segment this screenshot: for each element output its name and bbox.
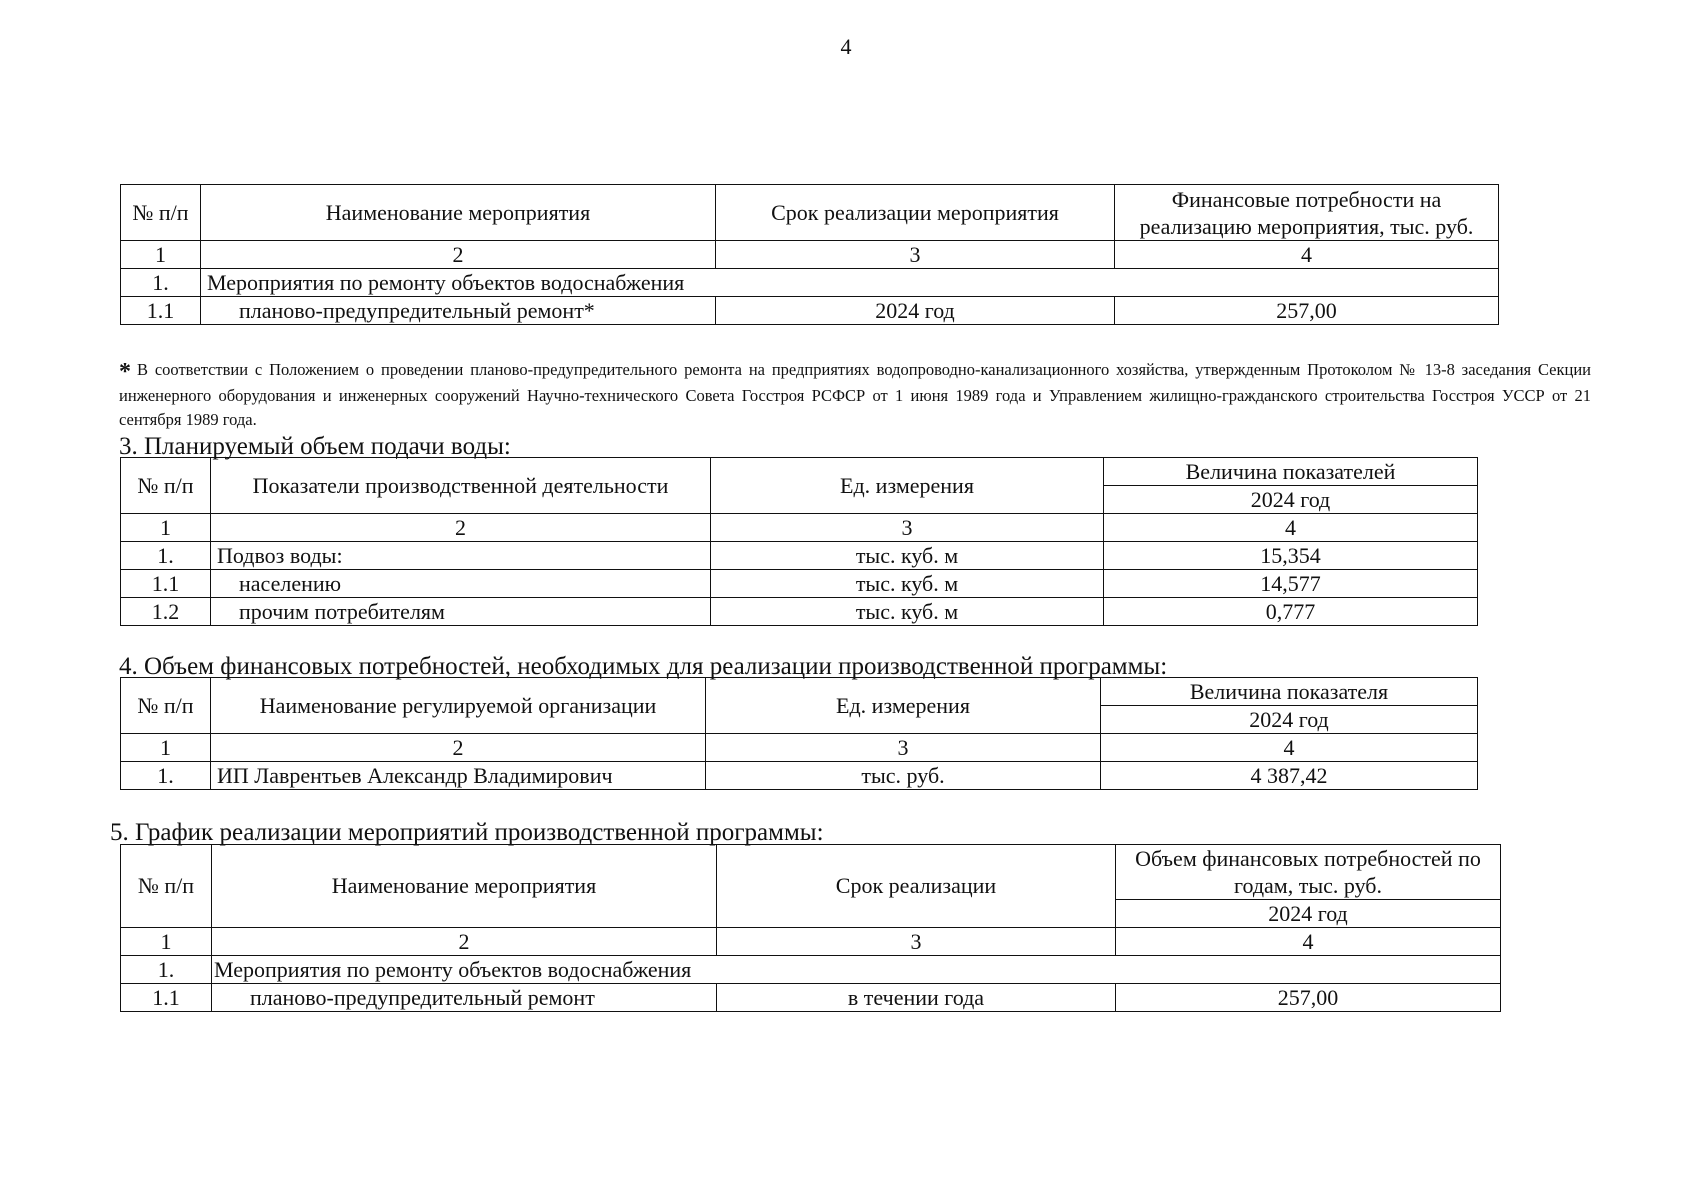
water-supply-table <box>120 457 1478 626</box>
header-unit: Ед. измерения <box>706 678 1101 734</box>
header-financial-needs: Финансовые потребности на реализацию мероприятия, тыс. руб. <box>1115 185 1499 241</box>
column-number: 4 <box>1115 241 1499 269</box>
header-year: 2024 год <box>1101 706 1478 734</box>
column-number: 2 <box>211 734 706 762</box>
column-number: 1 <box>121 734 211 762</box>
column-number: 4 <box>1116 928 1501 956</box>
indicator-name: прочим потребителям <box>211 598 711 626</box>
table-row <box>121 297 1499 325</box>
column-number: 4 <box>1104 514 1478 542</box>
column-number: 2 <box>211 514 711 542</box>
section-4-title: 4. Объем финансовых потребностей, необходимых для реализации производственной программы: <box>119 653 1168 680</box>
column-number: 2 <box>212 928 717 956</box>
organization-unit: тыс. руб. <box>706 762 1101 790</box>
table-row <box>121 598 1478 626</box>
header-num: № п/п <box>121 678 211 734</box>
indicator-value: 0,777 <box>1104 598 1478 626</box>
table-row <box>121 570 1478 598</box>
table-row <box>121 542 1478 570</box>
row-number: 1. <box>121 269 201 297</box>
column-number: 3 <box>717 928 1116 956</box>
footnote <box>119 358 1591 432</box>
activity-amount: 257,00 <box>1116 984 1501 1012</box>
organization-name: ИП Лаврентьев Александр Владимирович <box>211 762 706 790</box>
table-row <box>121 762 1478 790</box>
page-number: 4 <box>840 34 852 59</box>
activity-name: планово-предупредительный ремонт <box>212 984 717 1012</box>
activity-name: планово-предупредительный ремонт* <box>201 297 716 325</box>
section-3-title: 3. Планируемый объем подачи воды: <box>119 433 511 460</box>
indicator-name: Подвоз воды: <box>211 542 711 570</box>
table-row <box>121 984 1501 1012</box>
schedule-table <box>120 844 1501 1012</box>
indicator-unit: тыс. куб. м <box>711 598 1104 626</box>
header-organization: Наименование регулируемой организации <box>211 678 706 734</box>
group-row <box>121 956 1501 984</box>
column-number: 1 <box>121 928 212 956</box>
header-activity-name: Наименование мероприятия <box>212 845 717 928</box>
activity-amount: 257,00 <box>1115 297 1499 325</box>
header-values: Величина показателей <box>1104 458 1478 486</box>
financial-needs-table <box>120 677 1478 790</box>
group-row <box>121 269 1499 297</box>
column-number: 1 <box>121 241 201 269</box>
header-num: № п/п <box>121 185 201 241</box>
indicator-unit: тыс. куб. м <box>711 570 1104 598</box>
header-period: Срок реализации <box>717 845 1116 928</box>
activities-table <box>120 184 1499 325</box>
indicator-value: 15,354 <box>1104 542 1478 570</box>
header-value: Величина показателя <box>1101 678 1478 706</box>
header-year: 2024 год <box>1104 486 1478 514</box>
row-number: 1. <box>121 956 212 984</box>
column-number: 1 <box>121 514 211 542</box>
footnote-text: В соответствии с Положением о проведении планово-предупредительного ремонта на предприятиях водопроводно-канализационного хозяйства, утвержденным Протоколом № 13-8 заседания Секции инженерного оборудования и инженерных сооружений Научно-технического Совета Госстроя РСФСР от 1 июня 1989 года и Управлением жилищно-гражданского строительства Госстроя УССР от 21 сентября 1989 года. <box>119 360 1591 429</box>
group-title: Мероприятия по ремонту объектов водоснабжения <box>212 956 1501 984</box>
row-number: 1. <box>121 542 211 570</box>
header-indicators: Показатели производственной деятельности <box>211 458 711 514</box>
header-num: № п/п <box>121 458 211 514</box>
header-financial-volume: Объем финансовых потребностей по годам, тыс. руб. <box>1116 845 1501 900</box>
organization-value: 4 387,42 <box>1101 762 1478 790</box>
column-number: 2 <box>201 241 716 269</box>
row-number: 1.1 <box>121 297 201 325</box>
row-number: 1.1 <box>121 570 211 598</box>
column-number: 4 <box>1101 734 1478 762</box>
column-number: 3 <box>716 241 1115 269</box>
footnote-marker: * <box>119 359 131 385</box>
indicator-value: 14,577 <box>1104 570 1478 598</box>
indicator-name: населению <box>211 570 711 598</box>
header-activity-name: Наименование мероприятия <box>201 185 716 241</box>
column-number: 3 <box>711 514 1104 542</box>
section-5-title: 5. График реализации мероприятий производственной программы: <box>110 819 824 846</box>
row-number: 1.1 <box>121 984 212 1012</box>
column-number: 3 <box>706 734 1101 762</box>
activity-period: 2024 год <box>716 297 1115 325</box>
header-year: 2024 год <box>1116 900 1501 928</box>
header-period: Срок реализации мероприятия <box>716 185 1115 241</box>
activity-period: в течении года <box>717 984 1116 1012</box>
header-num: № п/п <box>121 845 212 928</box>
group-title: Мероприятия по ремонту объектов водоснабжения <box>201 269 1499 297</box>
row-number: 1.2 <box>121 598 211 626</box>
header-unit: Ед. измерения <box>711 458 1104 514</box>
row-number: 1. <box>121 762 211 790</box>
indicator-unit: тыс. куб. м <box>711 542 1104 570</box>
